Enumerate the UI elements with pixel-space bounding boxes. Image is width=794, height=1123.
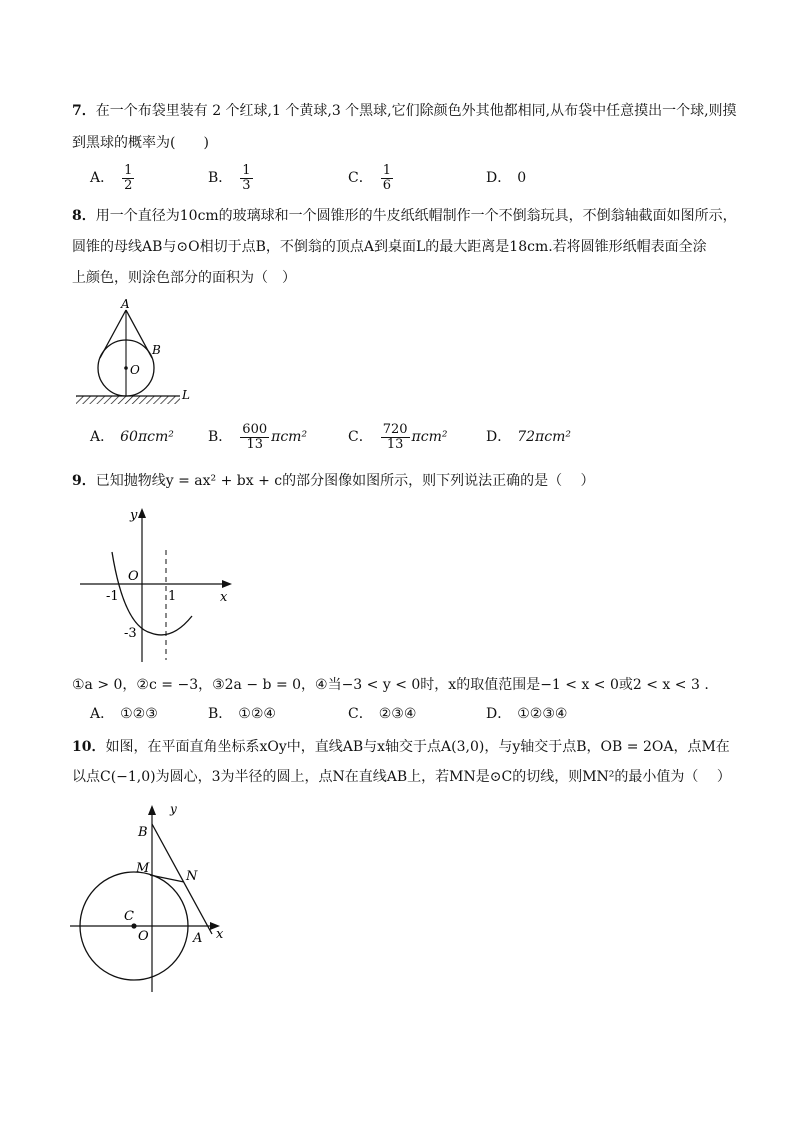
q9-option-b[interactable]: B． ①②④ xyxy=(208,706,276,722)
label-x: x xyxy=(220,590,228,605)
label-L: L xyxy=(182,388,190,402)
label-C: C xyxy=(124,909,134,924)
center-dot xyxy=(124,366,128,370)
q9-figure-parabola xyxy=(76,500,236,666)
q10-stem-line2: 以点C(−1,0)为圆心，3为半径的圆上，点N在直线AB上，若MN是⊙C的切线，则MN²的最小值为（ ） xyxy=(72,769,731,785)
label-M: M xyxy=(136,861,150,876)
q7-option-a[interactable]: A． $\frac{1}{2}$ xyxy=(90,162,133,193)
label-y: y xyxy=(170,802,177,816)
q9-stem-line1: 9．已知抛物线y = ax² + bx + c的部分图像如图所示，则下列说法正确的是（ ） xyxy=(72,473,595,489)
q9-option-d[interactable]: D． ①②③④ xyxy=(486,706,568,722)
x-axis-arrow-icon xyxy=(222,580,232,588)
center-C-dot xyxy=(131,923,136,928)
q9-options xyxy=(90,697,730,731)
q9-option-a[interactable]: A． ①②③ xyxy=(90,706,158,722)
parabola-curve xyxy=(112,552,192,635)
label-minus-3: -3 xyxy=(124,626,137,641)
q8-option-c[interactable]: C． $\frac{720}{13}$ πcm² xyxy=(348,421,448,452)
q7-option-d[interactable]: D． 0 xyxy=(486,170,527,186)
q7-number: 7． xyxy=(72,103,96,119)
label-O: O xyxy=(128,569,139,584)
label-x: x xyxy=(216,927,224,942)
y-axis-arrow-icon xyxy=(138,508,146,518)
q7-option-b[interactable]: B． $\frac{1}{3}$ xyxy=(208,162,251,193)
fraction: $\frac{1}{3}$ xyxy=(242,162,251,193)
q8-stem-line2: 圆锥的母线AB与⊙O相切于点B，不倒翁的顶点A到桌面L的最大距离是18cm.若将圆锥形纸帽表面全涂 xyxy=(72,239,707,255)
q10-stem-line1: 10．如图，在平面直角坐标系xOy中，直线AB与x轴交于点A(3,0)，与y轴交于点B，OB = 2OA，点M在 xyxy=(72,739,730,755)
label-y: y xyxy=(130,508,138,523)
table-hatch xyxy=(76,396,180,404)
q8-figure-tumbler xyxy=(70,296,200,408)
q8-stem-line1: 8．用一个直径为10cm的玻璃球和一个圆锥形的牛皮纸纸帽制作一个不倒翁玩具，不倒翁轴截面如图所示， xyxy=(72,208,737,224)
q9-option-c[interactable]: C． ②③④ xyxy=(348,706,417,722)
fraction: $\frac{1}{6}$ xyxy=(382,162,391,193)
label-O: O xyxy=(138,929,149,944)
label-A: A xyxy=(193,931,203,946)
fraction: $\frac{600}{13}$ xyxy=(242,421,268,452)
q8-stem-line3: 上颜色，则涂色部分的面积为（ ） xyxy=(72,270,296,286)
q8-number: 8． xyxy=(72,208,96,224)
y-axis-arrow-icon xyxy=(148,805,156,815)
q9-statements: ①a > 0，②c = −3，③2a − b = 0，④当−3 < y < 0时，x的取值范围是−1 < x < 0或2 < x < 3 . xyxy=(72,677,709,693)
q7-options xyxy=(90,161,730,195)
q10-number: 10． xyxy=(72,739,106,755)
label-N: N xyxy=(186,869,198,884)
label-A: A xyxy=(121,297,130,311)
fraction: $\frac{1}{2}$ xyxy=(124,162,133,193)
tangent-MN xyxy=(150,875,184,882)
label-minus-1: -1 xyxy=(106,589,119,604)
q8-option-b[interactable]: B． $\frac{600}{13}$ πcm² xyxy=(208,421,308,452)
q10-figure-circle-tangent xyxy=(66,798,242,998)
q9-number: 9． xyxy=(72,473,96,489)
label-1: 1 xyxy=(168,589,177,604)
label-B: B xyxy=(152,343,161,357)
q8-options xyxy=(90,420,730,454)
q7-stem-line1: 7．在一个布袋里装有 2 个红球,1 个黄球,3 个黑球,它们除颜色外其他都相同,从布袋中任意摸出一个球,则摸 xyxy=(72,103,737,119)
q8-option-d[interactable]: D． 72πcm² xyxy=(486,429,571,445)
q8-option-a[interactable]: A． 60πcm² xyxy=(90,429,174,445)
q7-stem-line2: 到黑球的概率为( ) xyxy=(72,135,209,151)
q7-option-c[interactable]: C． $\frac{1}{6}$ xyxy=(348,162,391,193)
label-O: O xyxy=(130,363,140,377)
label-B: B xyxy=(138,825,148,840)
fraction: $\frac{720}{13}$ xyxy=(382,421,408,452)
